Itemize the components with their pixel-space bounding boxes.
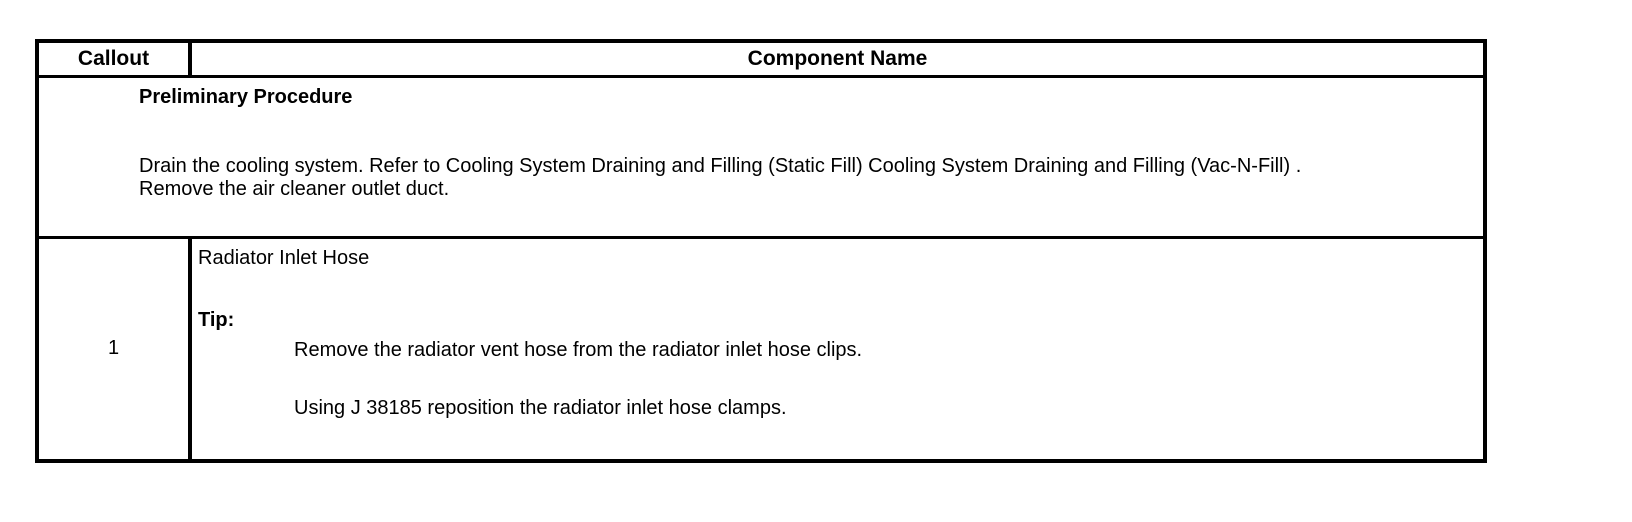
callout-number: 1 <box>37 237 190 461</box>
tip-item: Remove the radiator vent hose from the radiator inlet hose clips. <box>294 338 863 361</box>
table-header-row <box>37 41 1485 76</box>
component-name-column-header: Component Name <box>190 41 1485 76</box>
table-row <box>37 237 1485 461</box>
preliminary-step-remove-duct: Remove the air cleaner outlet duct. <box>139 177 450 200</box>
tip-item: Using J 38185 reposition the radiator inlet hose clamps. <box>294 396 787 419</box>
preliminary-step-drain: Drain the cooling system. Refer to Cooling System Draining and Filling (Static Fill) Cooling System Draining and Filling (Vac-N-Fill) . <box>139 154 1302 177</box>
preliminary-procedure-title: Preliminary Procedure <box>139 85 353 108</box>
component-cell <box>190 237 1485 461</box>
preliminary-procedure-cell <box>37 76 1485 237</box>
preliminary-procedure-body <box>139 155 1479 201</box>
callout-column-header: Callout <box>37 41 190 76</box>
component-table <box>35 39 1487 463</box>
preliminary-procedure-row <box>37 76 1485 237</box>
tip-label: Tip: <box>198 308 235 331</box>
component-name: Radiator Inlet Hose <box>198 246 370 269</box>
